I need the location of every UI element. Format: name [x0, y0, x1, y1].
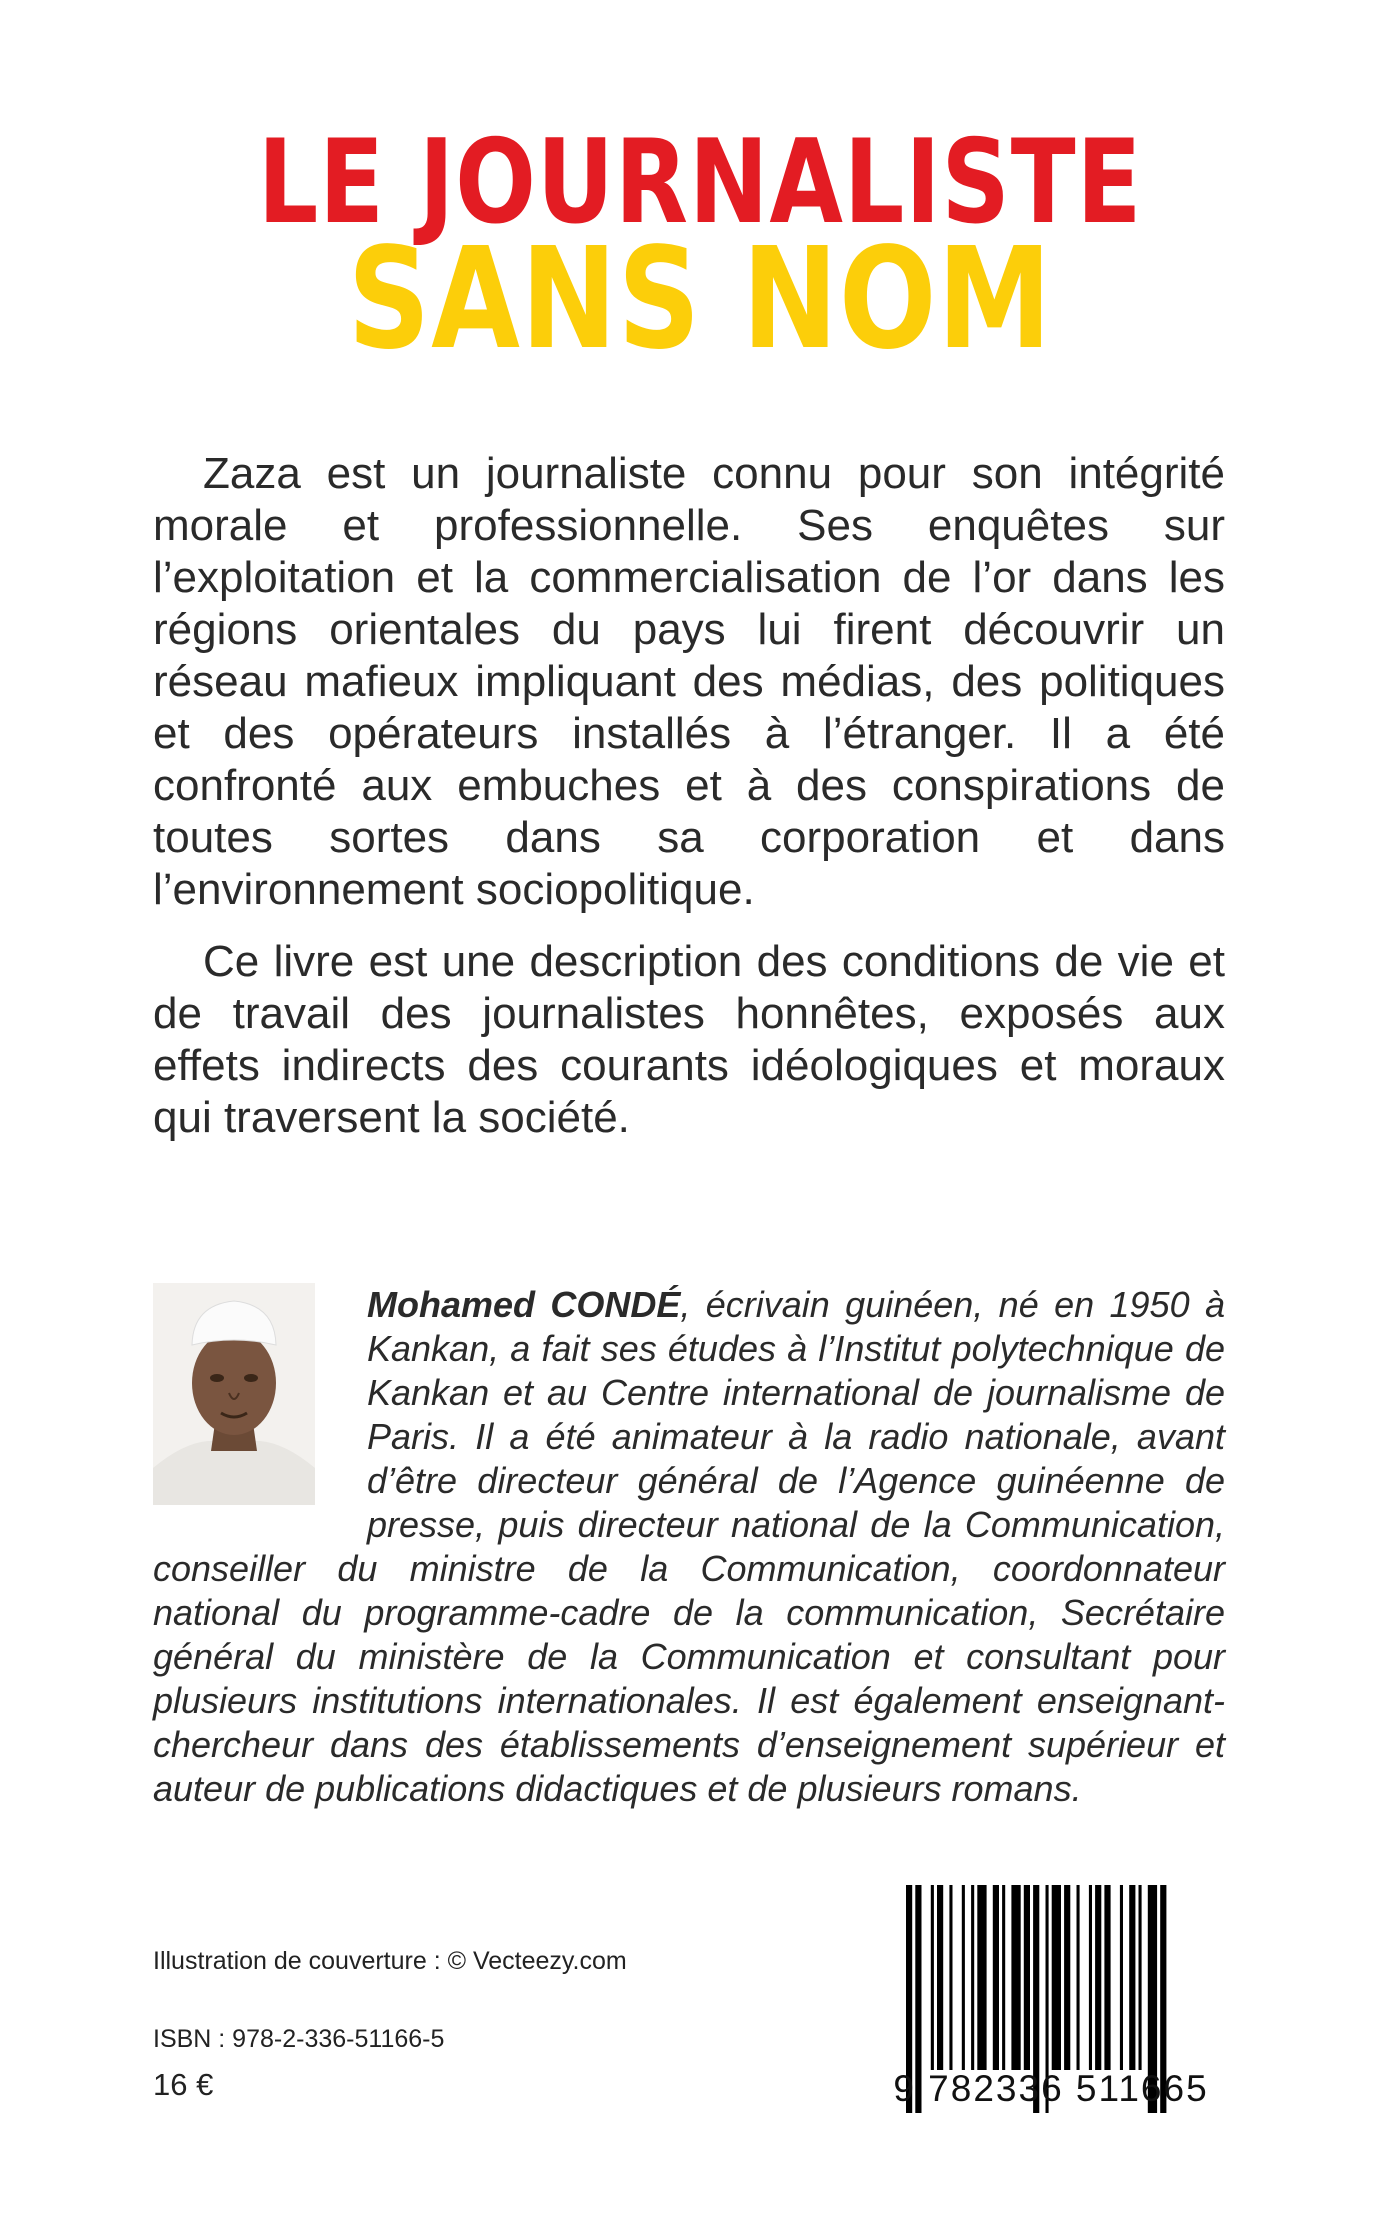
barcode-digits: 9 782336 511665	[893, 2068, 1209, 2109]
author-bio-text: , écrivain guinéen, né en 1950 à Kankan, a fait ses études à l’Institut polytechnique de Kankan et au Centre international de journalisme de Paris. Il a été animateur à la radio nationale, avant d’être directeur général de l’Agence guinéenne de presse, puis directeur national de la Communication, conseiller du ministre de la Communication, coordonnateur national du programme-cadre de la communication, Secrétaire général du ministère de la Communication et consultant pour plusieurs institutions internationales. Il est également enseignant-chercheur dans des établissements d’enseignement supérieur et auteur de publications didactiques et de plusieurs romans.	[153, 1284, 1225, 1809]
barcode-bar	[937, 1885, 943, 2070]
barcode-bar	[1129, 1885, 1135, 2070]
barcode-bar	[1077, 1885, 1080, 2070]
barcode-bar	[1139, 1885, 1142, 2070]
barcode-bar	[971, 1885, 974, 2070]
price: 16 €	[153, 2067, 214, 2102]
barcode-bar	[1024, 1885, 1030, 2070]
barcode-bar	[1089, 1885, 1092, 2070]
barcode-bar	[1064, 1885, 1070, 2070]
synopsis-paragraph-1: Zaza est un journaliste connu pour son intégrité morale et professionnelle. Ses enquêtes sur l’exploitation et la commercialisation de l’or dans les régions orientales du pays lui firent découvrir un réseau mafieux impliquant des médias, des politiques et des opérateurs installés à l’étranger. Il a été confronté aux embuches et à des conspirations de toutes sortes dans sa corporation et dans l’environnement sociopolitique.	[153, 449, 1225, 914]
barcode-bar	[977, 1885, 986, 2070]
barcode-bar	[1011, 1885, 1020, 2070]
synopsis-paragraph-2: Ce livre est une description des conditions de vie et de travail des journalistes honnêtes, exposés aux effets indirects des courants idéologiques et moraux qui traversent la société.	[153, 937, 1225, 1142]
synopsis	[153, 448, 1225, 1164]
photo-space	[153, 1283, 367, 1535]
barcode-bar	[1052, 1885, 1061, 2070]
barcode-bar	[1002, 1885, 1005, 2070]
isbn: ISBN : 978-2-336-51166-5	[153, 2025, 445, 2053]
author-name: Mohamed CONDÉ	[367, 1284, 681, 1325]
barcode-bar	[1104, 1885, 1110, 2070]
barcode-bar	[949, 1885, 952, 2070]
barcode-bar	[1120, 1885, 1123, 2070]
book-title-line-2: SANS NOM	[347, 218, 1053, 381]
barcode-bar	[931, 1885, 934, 2070]
book-title-line-1: LE JOURNALISTE	[257, 115, 1143, 250]
barcode-bar	[993, 1885, 999, 2070]
barcode-bar	[1095, 1885, 1101, 2070]
author-biography	[153, 1283, 1225, 1811]
illustration-credit: Illustration de couverture : © Vecteezy.com	[153, 1947, 627, 1975]
barcode-bar	[962, 1885, 965, 2070]
